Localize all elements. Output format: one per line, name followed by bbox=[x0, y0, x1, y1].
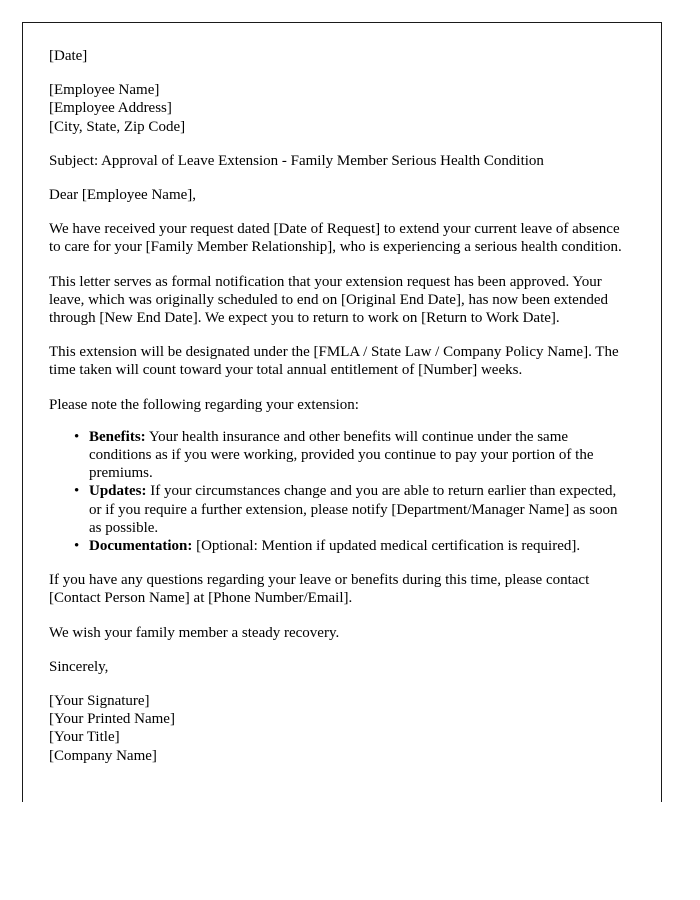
signature-line: [Your Signature] bbox=[49, 693, 150, 710]
list-item-lead-in: Updates: bbox=[89, 483, 147, 500]
closing-paragraph-wishes: We wish your family member a steady recovery. bbox=[49, 624, 340, 641]
bullet-dot-icon: • bbox=[74, 428, 80, 445]
letter-body bbox=[49, 47, 627, 781]
title-line: [Your Title] bbox=[49, 729, 120, 746]
body-paragraph-request-received: We have received your request dated [Date of Request] to extend your current leave of absence to care for your [Family Member Relationship], who is experiencing a serious health condition. bbox=[49, 221, 622, 256]
list-item-lead-in: Benefits: bbox=[89, 428, 146, 445]
list-item-text: Your health insurance and other benefits will continue under the same conditions as if you were working, provided you continue to pay your portion of the premiums. bbox=[89, 428, 594, 482]
recipient-line-city-state-zip: [City, State, Zip Code] bbox=[49, 118, 186, 135]
printed-name-line: [Your Printed Name] bbox=[49, 711, 175, 728]
list-item bbox=[74, 537, 627, 555]
letter-page bbox=[22, 22, 662, 802]
list-item bbox=[74, 482, 627, 537]
list-item-text: [Optional: Mention if updated medical certification is required]. bbox=[192, 538, 581, 555]
recipient-address-block bbox=[49, 81, 627, 136]
company-name-line: [Company Name] bbox=[49, 747, 157, 764]
bullet-dot-icon: • bbox=[74, 538, 80, 555]
list-item-text: If your circumstances change and you are able to return earlier than expected, or if you require a further extension, please notify [Department/Manager Name] as soon as possible. bbox=[89, 483, 618, 536]
subject-line: Subject: Approval of Leave Extension - Family Member Serious Health Condition bbox=[49, 152, 544, 169]
list-item-lead-in: Documentation: bbox=[89, 538, 193, 555]
list-intro: Please note the following regarding your extension: bbox=[49, 396, 359, 413]
body-paragraph-designation: This extension will be designated under the [FMLA / State Law / Company Policy Name]. The time taken will count toward your total annual entitlement of [Number] weeks. bbox=[49, 344, 619, 379]
body-paragraph-approval-notice: This letter serves as formal notification that your extension request has been approved. Your leave, which was originally scheduled to end on [Original End Date], has now been extended through [New End Date]. We expect you to return to work on [Return to Work Date]. bbox=[49, 273, 608, 327]
extension-notes-list bbox=[49, 428, 627, 555]
recipient-line-address: [Employee Address] bbox=[49, 100, 172, 117]
salutation: Dear [Employee Name], bbox=[49, 187, 197, 204]
closing-salutation: Sincerely, bbox=[49, 658, 109, 675]
list-item bbox=[74, 428, 627, 483]
bullet-dot-icon: • bbox=[74, 483, 80, 500]
date-line: [Date] bbox=[49, 48, 88, 64]
signature-block bbox=[49, 692, 627, 765]
recipient-line-name: [Employee Name] bbox=[49, 82, 160, 99]
closing-paragraph-contact: If you have any questions regarding your leave or benefits during this time, please contact [Contact Person Name] at [Phone Number/Email]. bbox=[49, 572, 590, 607]
